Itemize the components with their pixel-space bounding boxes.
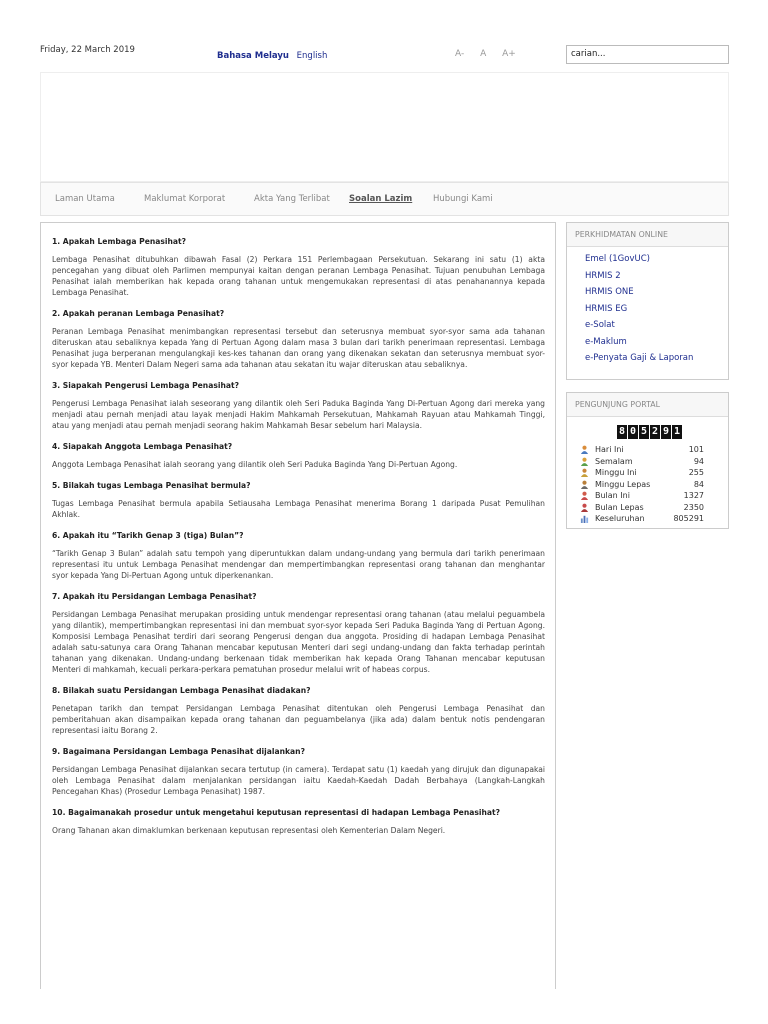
visitor-value: 255: [688, 468, 704, 478]
counter-digit: 5: [640, 426, 648, 437]
counter-digit: 2: [651, 426, 659, 437]
user-icon: [580, 503, 589, 512]
user-icon: [580, 480, 589, 489]
faq-question: 6. Apakah itu “Tarikh Genap 3 (tiga) Bulan”?: [52, 531, 244, 540]
visitor-value: 94: [693, 456, 704, 466]
nav-contact[interactable]: Hubungi Kami: [433, 194, 493, 204]
faq-question: 3. Siapakah Pengerusi Lembaga Penasihat?: [52, 381, 240, 390]
faq-answer: Persidangan Lembaga Penasihat merupakan prosiding untuk mendengar representasi orang tahanan (atau melalui peguambela yang dilantik), mempertimbangkan representasi ini dan membuat syor-syor kepada Seri Paduka Baginda Yang di Pertuan Agong. Komposisi Lembaga Penasihat terdiri dari seorang Pengerusi dengan dua anggota. Prosiding di hadapan Lembaga Penasihat adalah satu-satunya cara Orang Tahanan mencabar keputusan Menteri dari segi undang-undang dan fakta terhadap perintah tahanan yang dikenakan. Undang-undang berkenaan tidak memberikan hak kepada Orang Tahanan mencabar keputusan Menteri di mahkamah, kecuali perkara-perkara pematuhan prosedur melalui writ of habeas corpus.: [52, 610, 545, 674]
visitor-panel: [566, 392, 729, 529]
visitor-value: 1327: [683, 491, 704, 501]
user-icon: [580, 457, 589, 466]
faq-question: 10. Bagaimanakah prosedur untuk mengetahui keputusan representasi di hadapan Lembaga Penasihat?: [52, 808, 501, 817]
visitor-row: [580, 502, 704, 514]
faq-answer: Orang Tahanan akan dimaklumkan berkenaan keputusan representasi oleh Kementerian Dalam Negeri.: [52, 826, 446, 835]
visitor-row: [580, 444, 704, 456]
faq-question: 7. Apakah itu Persidangan Lembaga Penasihat?: [52, 592, 257, 601]
faq-question: 4. Siapakah Anggota Lembaga Penasihat?: [52, 442, 233, 451]
faq-question: 5. Bilakah tugas Lembaga Penasihat bermula?: [52, 481, 251, 490]
online-link-esolat[interactable]: e-Solat: [585, 320, 615, 330]
online-link-hrmis-eg[interactable]: HRMIS EG: [585, 303, 628, 314]
bar-chart-icon: [580, 514, 589, 523]
font-reset-button[interactable]: A: [480, 49, 487, 59]
user-icon: [580, 445, 589, 454]
online-link-email[interactable]: Emel (1GovUC): [585, 254, 650, 264]
search-input[interactable]: carian...: [566, 45, 729, 64]
visitor-label: Semalam: [595, 456, 633, 466]
faq-answer: Lembaga Penasihat ditubuhkan dibawah Fasal (2) Perkara 151 Perlembagaan Persekutuan. Sekarang ini satu (1) akta pencegahan yang dibuat oleh Parlimen mempunyai kaitan dengan peranan Lembaga Penasihat. Tujuan penubuhan Lembaga Penasihat ialah memberikan hak kepada orang tahanan untuk mengemukakan representasi di atas penahanannya kepada Lembaga Penasihat.: [52, 255, 545, 297]
visitor-stats: [567, 442, 728, 525]
online-link-hrmis-one[interactable]: HRMIS ONE: [585, 287, 634, 297]
visitor-label: Minggu Lepas: [595, 479, 651, 489]
lang-english-link[interactable]: English: [296, 51, 328, 61]
main-nav: [40, 182, 729, 216]
nav-faq[interactable]: Soalan Lazim: [349, 194, 413, 204]
visitor-value: 101: [688, 445, 704, 455]
faq-question: 8. Bilakah suatu Persidangan Lembaga Penasihat diadakan?: [52, 686, 311, 695]
font-increase-button[interactable]: A+: [502, 49, 516, 59]
faq-answer: Tugas Lembaga Penasihat bermula apabila Setiausaha Lembaga Penasihat menerima Borang 1 daripada Pusat Pemulihan Akhlak.: [52, 499, 545, 519]
visitor-value: 84: [693, 479, 704, 489]
visitor-title: PENGUNJUNG PORTAL: [567, 393, 728, 417]
visitor-row: [580, 467, 704, 479]
faq-question: 9. Bagaimana Persidangan Lembaga Penasihat dijalankan?: [52, 747, 305, 756]
visitor-label: Hari Ini: [595, 445, 624, 455]
faq-answer: Penetapan tarikh dan tempat Persidangan Lembaga Penasihat ditentukan oleh Pengerusi Lembaga Penasihat dan pemberitahuan akan disampaikan kepada orang tahanan dan peguambelanya (jika ada) dalam bentuk notis pendengaran representasi iaitu Borang 2.: [52, 704, 545, 735]
online-link-epenyata[interactable]: e-Penyata Gaji & Laporan: [585, 353, 694, 363]
language-switcher: [217, 51, 327, 61]
nav-home[interactable]: Laman Utama: [55, 194, 115, 204]
faq-answer: Pengerusi Lembaga Penasihat ialah seseorang yang dilantik oleh Seri Paduka Baginda Yang Di-Pertuan Agong dari mereka yang menjadi atau pernah menjadi atau layak menjadi Hakim Mahkamah Persekutuan, Mahkamah Rayuan atau Mahkamah Tinggi, atau yang menjadi atau pernah menjadi seorang hakim Mahkamah Besar sebelum hari Malaysia.: [52, 399, 545, 430]
visitor-row: [580, 456, 704, 468]
faq-answer: “Tarikh Genap 3 Bulan” adalah satu tempoh yang diperuntukkan dalam undang-undang yang bermula dari tarikh penerimaan representasi itu untuk Lembaga Penasihat mendengar dan mempertimbangkan representasi orang tahanan dan menghantar syor kepada Yang Di-Pertuan Agong untuk diperkenankan.: [52, 549, 545, 580]
faq-content: [40, 222, 556, 989]
current-date: Friday, 22 March 2019: [40, 45, 135, 55]
header-banner: [40, 72, 729, 182]
visitor-counter: [617, 425, 728, 439]
lang-malay-link[interactable]: Bahasa Melayu: [217, 51, 289, 61]
user-icon: [580, 468, 589, 477]
font-size-controls: [455, 49, 529, 59]
visitor-label: Keseluruhan: [595, 514, 645, 524]
visitor-row: [580, 490, 704, 502]
visitor-label: Minggu Ini: [595, 468, 637, 478]
nav-related-acts[interactable]: Akta Yang Terlibat: [254, 194, 330, 204]
visitor-label: Bulan Lepas: [595, 502, 644, 512]
faq-answer: Anggota Lembaga Penasihat ialah seorang yang dilantik oleh Seri Paduka Baginda Yang Di-Pertuan Agong.: [52, 460, 458, 469]
counter-digit: 8: [618, 426, 626, 437]
visitor-row: [580, 513, 704, 525]
counter-digit: 1: [673, 426, 681, 437]
visitor-row: [580, 479, 704, 491]
faq-answer: Persidangan Lembaga Penasihat dijalankan secara tertutup (in camera). Terdapat satu (1) kaedah yang dirujuk dan digunapakai oleh Lembaga Penasihat dalam menjalankan persidangan iaitu Kaedah-Kaedah Dadah Berbahaya (Langkah-Langkah Pencegahan Khas) (Prosedur Lembaga Penasihat) 1987.: [52, 765, 545, 796]
online-services-panel: [566, 222, 729, 380]
faq-question: 2. Apakah peranan Lembaga Penasihat?: [52, 309, 225, 318]
faq-question: 1. Apakah Lembaga Penasihat?: [52, 237, 187, 246]
counter-digit: 0: [629, 426, 637, 437]
faq-answer: Peranan Lembaga Penasihat menimbangkan representasi tersebut dan seterusnya membuat syor-syor sama ada tahanan diteruskan atau sebaliknya kepada Yang di Pertuan Agong dalam masa 3 bulan dari tarikh penerimaan representasi. Lembaga Penasihat juga berperanan mengulangkaji kes-kes tahanan dan orang yang dikenakan sekatan dan seterusnya membuat syor-syor kepada YB. Menteri Dalam Negeri sama ada tahanan atau sekatan itu wajar diteruskan atau sebaliknya.: [52, 327, 545, 369]
user-icon: [580, 491, 589, 500]
counter-digit: 9: [662, 426, 670, 437]
nav-corporate-info[interactable]: Maklumat Korporat: [144, 194, 226, 204]
visitor-value: 2350: [683, 502, 704, 512]
online-link-hrmis2[interactable]: HRMIS 2: [585, 270, 621, 281]
online-link-emaklum[interactable]: e-Maklum: [585, 336, 627, 347]
font-decrease-button[interactable]: A-: [455, 49, 465, 59]
visitor-value: 805291: [673, 514, 704, 524]
visitor-label: Bulan Ini: [595, 491, 630, 501]
online-services-title: PERKHIDMATAN ONLINE: [567, 223, 728, 247]
